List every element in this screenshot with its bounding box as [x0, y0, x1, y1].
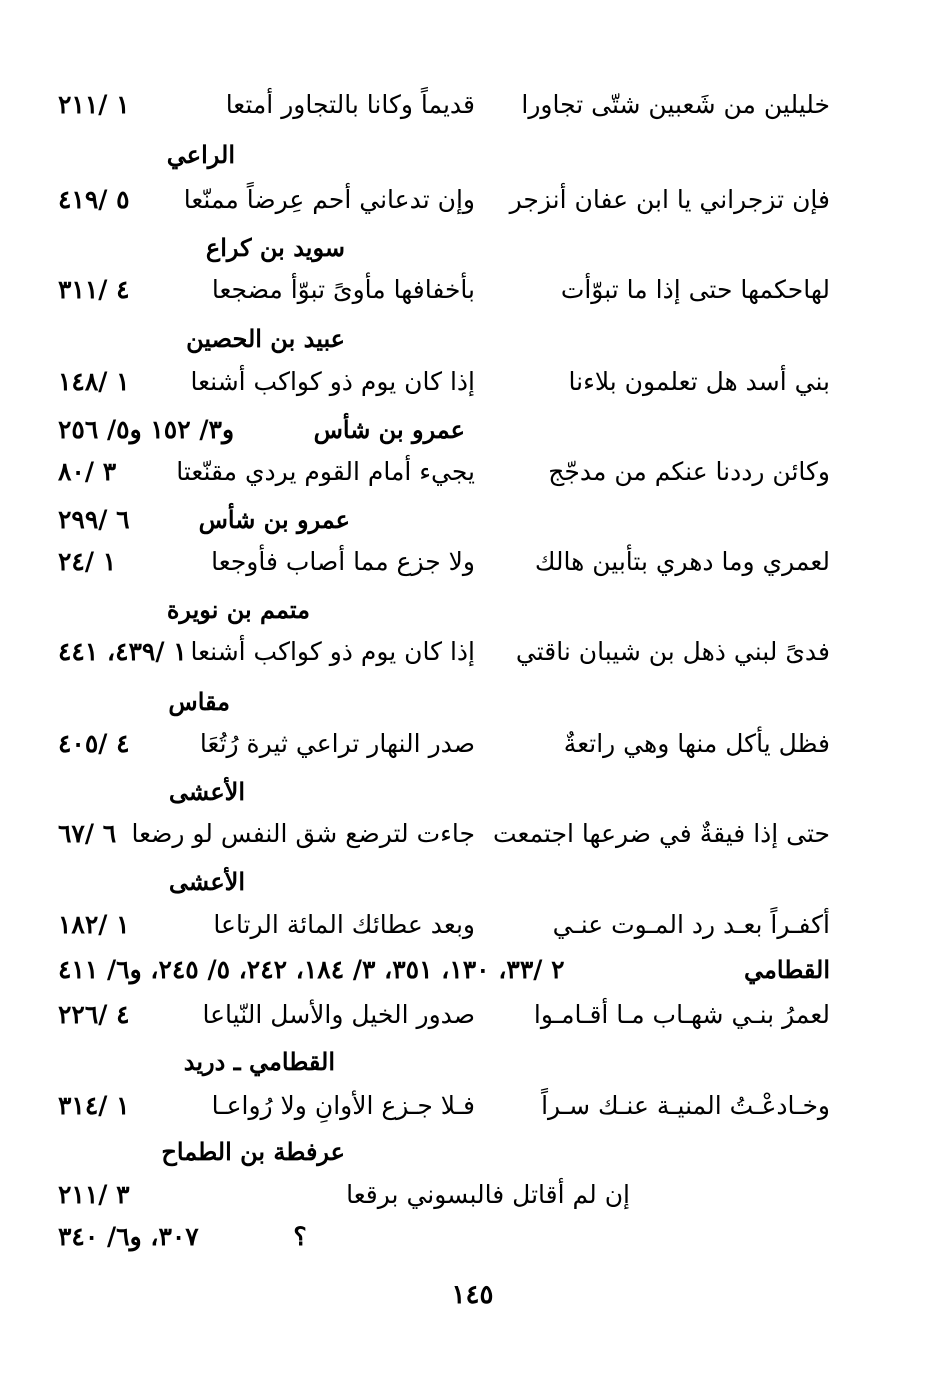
verse-first-hemistich: فإن تزجراني يا ابن عفان أنزجر: [509, 185, 830, 214]
verse-first-hemistich: بني أسد هل تعلمون بلاءنا: [568, 367, 830, 396]
verse-first-hemistich: أكفـراً بعـد رد المـوت عنـي: [552, 910, 830, 939]
unknown-poet-mark: ؟: [293, 1222, 307, 1251]
verse-reference: ١ /١٤٨: [58, 367, 130, 396]
verse-second-hemistich: وبعد عطائك المائة الرتاعا: [213, 910, 475, 939]
verse-single: إن لم أقاتل فالبسوني برقعا: [346, 1180, 630, 1209]
poet-name: عبيد بن الحصين: [186, 324, 345, 353]
verse-first-hemistich: حتى إذا فيقةٌ في ضرعها اجتمعت: [492, 819, 830, 848]
poet-name: سويد بن كراع: [205, 233, 345, 262]
verse-second-hemistich: صدور الخيل والأسل النّياعا: [202, 1000, 475, 1029]
verse-reference-extra: ٣٠٧، و٦/ ٣٤٠: [58, 1222, 199, 1251]
verse-reference: ٤ /٣١١: [58, 275, 130, 304]
verse-reference-extra: ٦ /٢٩٩: [58, 505, 130, 534]
verse-second-hemistich: يجيء أمام القوم يردي مقنّعتا: [176, 457, 475, 486]
verse-second-hemistich: صدر النهار تراعي ثيرة رُتُعَا: [199, 729, 475, 758]
verse-second-hemistich: فـلا جـزع الأوانِ ولا رُواعـا: [211, 1091, 475, 1120]
poet-name: الأعشى: [168, 867, 245, 896]
verse-reference-extra: ٢ /٣٣، ١٣٠، ٣٥١، ٣/ ١٨٤، ٢٤٢، ٥/ ٢٤٥، و٦/ ٤١١: [58, 955, 565, 984]
verse-reference: ٥ /٤١٩: [58, 185, 130, 214]
verse-first-hemistich: خليلين من شَعبين شتّى تجاورا: [521, 90, 830, 119]
verse-first-hemistich: فظل يأكل منها وهي راتعةٌ: [563, 729, 830, 758]
verse-first-hemistich: فدىً لبني ذهل بن شيبان ناقتي: [515, 637, 830, 666]
verse-reference-extra: و٣/ ١٥٢ و٥/ ٢٥٦: [58, 415, 235, 444]
poet-name: الراعي: [166, 140, 235, 169]
poet-name: مقاس: [168, 687, 230, 716]
poet-name: القطامي: [744, 955, 830, 984]
verse-first-hemistich: وخـادعْـتُ المنيـة عنـك سـراً: [541, 1091, 830, 1120]
verse-reference: ١ /٢٤: [58, 547, 117, 576]
poet-name: عمرو بن شأس: [198, 505, 350, 534]
verse-second-hemistich: وإن تدعاني أحم عِرضاً ممنّعا: [183, 185, 475, 214]
page-number: ١٤٥: [451, 1280, 494, 1310]
verse-reference: ١ /٤٣٩، ٤٤١: [58, 637, 187, 666]
verse-reference: ١ /٣١٤: [58, 1091, 130, 1120]
poet-name: عرفطة بن الطماح: [161, 1137, 345, 1166]
verse-second-hemistich: إذا كان يوم ذو كواكب أشنعا: [190, 637, 475, 666]
verse-reference: ٣ /٢١١: [58, 1180, 130, 1209]
verse-reference: ٤ /٤٠٥: [58, 729, 130, 758]
verse-first-hemistich: لهاحكمها حتى إذا ما تبوّأت: [560, 275, 830, 304]
poet-name: القطامي ـ دريد: [183, 1047, 335, 1076]
verse-second-hemistich: إذا كان يوم ذو كواكب أشنعا: [190, 367, 475, 396]
verse-first-hemistich: وكائن رددنا عنكم من مدجّج: [548, 457, 830, 486]
verse-reference: ٣ /٨٠: [58, 457, 117, 486]
verse-reference: ١ /١٨٢: [58, 910, 130, 939]
verse-second-hemistich: قديماً وكانا بالتجاور أمتعا: [225, 90, 475, 119]
verse-first-hemistich: لعمرُ بنـي شهـاب مـا أقـامـوا: [533, 1000, 830, 1029]
verse-reference: ١ /٢١١: [58, 90, 130, 119]
verse-reference: ٤ /٢٢٦: [58, 1000, 130, 1029]
verse-second-hemistich: جاءت لترضع شق النفس لو رضعا: [131, 819, 475, 848]
verse-second-hemistich: بأخفافها مأوىً تبوّأ مضجعا: [211, 275, 475, 304]
poet-name: متمم بن نويرة: [166, 595, 310, 624]
verse-reference: ٦ /٦٧: [58, 819, 117, 848]
verse-second-hemistich: ولا جزع مما أصاب فأوجعا: [211, 547, 475, 576]
poet-name: الأعشى: [168, 777, 245, 806]
poet-name: عمرو بن شأس: [313, 415, 465, 444]
verse-first-hemistich: لعمري وما دهري بتأبين هالك: [534, 547, 830, 576]
